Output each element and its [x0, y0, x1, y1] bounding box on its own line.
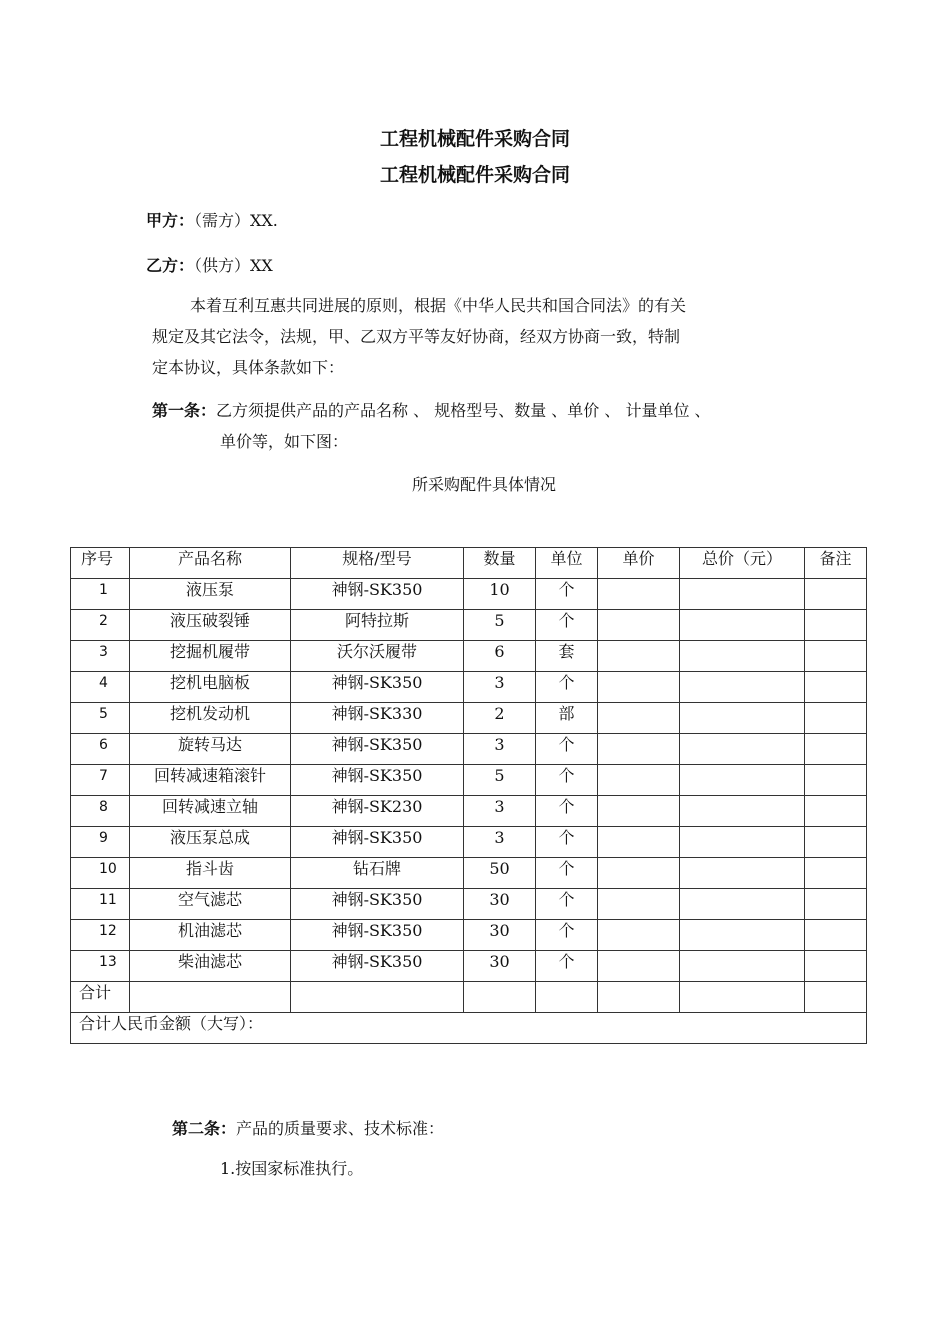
table-cell [805, 579, 867, 610]
table-cell [805, 610, 867, 641]
table-cell [805, 734, 867, 765]
table-row [71, 889, 867, 920]
table-cell: 个 [536, 734, 598, 765]
table-cell: 挖机发动机 [130, 703, 291, 734]
table-cell [598, 579, 680, 610]
table-cell: 3 [464, 672, 536, 703]
table-cell: 柴油滤芯 [130, 951, 291, 982]
table-cell [598, 765, 680, 796]
table-row [71, 579, 867, 610]
party-b-label: 乙方： [146, 256, 195, 275]
row-number: 11 [71, 889, 130, 920]
row-number: 7 [71, 765, 130, 796]
table-row [71, 920, 867, 951]
table-cell: 液压泵总成 [130, 827, 291, 858]
table-cell: 3 [464, 796, 536, 827]
table-cell: 神钢-SK350 [291, 827, 464, 858]
row-number: 12 [71, 920, 130, 951]
table-cell [680, 734, 805, 765]
row-number: 13 [71, 951, 130, 982]
table-cell: 神钢-SK350 [291, 734, 464, 765]
table-cell [680, 765, 805, 796]
rmb-row [71, 1013, 867, 1044]
table-cell: 旋转马达 [130, 734, 291, 765]
table-cell: 神钢-SK350 [291, 920, 464, 951]
table-cell [805, 672, 867, 703]
table-cell: 个 [536, 889, 598, 920]
table-cell: 指斗齿 [130, 858, 291, 889]
table-cell: 50 [464, 858, 536, 889]
table-cell: 个 [536, 610, 598, 641]
table-cell [805, 796, 867, 827]
table-cell: 部 [536, 703, 598, 734]
table-cell: 空气滤芯 [130, 889, 291, 920]
row-number: 1 [71, 579, 130, 610]
party-a [146, 208, 278, 231]
row-number: 3 [71, 641, 130, 672]
table-cell: 机油滤芯 [130, 920, 291, 951]
table-cell: 30 [464, 889, 536, 920]
row-number: 8 [71, 796, 130, 827]
table-cell [680, 796, 805, 827]
article-2-item: 1.按国家标准执行。 [220, 1159, 364, 1178]
table-cell [805, 827, 867, 858]
header-cell: 数量 [464, 548, 536, 579]
table-cell [805, 703, 867, 734]
table-cell [598, 672, 680, 703]
contract-title: 工程机械配件采购合同 [379, 128, 570, 150]
preamble [152, 290, 832, 383]
table-row [71, 734, 867, 765]
table-cell: 3 [464, 827, 536, 858]
table-cell [464, 982, 536, 1013]
table-cell: 神钢-SK330 [291, 703, 464, 734]
table-cell [130, 982, 291, 1013]
table-cell: 回转减速立轴 [130, 796, 291, 827]
table-cell: 挖机电脑板 [130, 672, 291, 703]
table-cell: 个 [536, 827, 598, 858]
table-cell [680, 641, 805, 672]
table-cell: 6 [464, 641, 536, 672]
table-cell [805, 920, 867, 951]
table-cell: 10 [464, 579, 536, 610]
header-cell: 产品名称 [130, 548, 291, 579]
table-cell [805, 765, 867, 796]
table-cell [805, 982, 867, 1013]
table-cell [598, 982, 680, 1013]
table-row [71, 641, 867, 672]
article-1-label: 第一条： [152, 401, 217, 420]
preamble-line: 本着互利互惠共同进展的原则，根据《中华人民共和国合同法》的有关 [190, 296, 687, 315]
table-row [71, 827, 867, 858]
table-cell: 个 [536, 796, 598, 827]
table-cell [598, 951, 680, 982]
table-cell: 回转减速箱滚针 [130, 765, 291, 796]
table-cell: 个 [536, 672, 598, 703]
table-cell [598, 889, 680, 920]
table-cell [805, 889, 867, 920]
article-2-label: 第二条： [172, 1119, 237, 1138]
table-cell: 5 [464, 765, 536, 796]
row-number: 2 [71, 610, 130, 641]
items-table [70, 547, 867, 1044]
table-cell: 钻石牌 [291, 858, 464, 889]
header-cell: 序号 [71, 548, 130, 579]
table-cell: 神钢-SK350 [291, 765, 464, 796]
table-cell [680, 982, 805, 1013]
table-cell [598, 734, 680, 765]
table-cell: 神钢-SK350 [291, 579, 464, 610]
row-number: 5 [71, 703, 130, 734]
table-cell: 2 [464, 703, 536, 734]
table-cell [598, 703, 680, 734]
row-number: 6 [71, 734, 130, 765]
table-cell: 3 [464, 734, 536, 765]
article-2 [172, 1116, 444, 1139]
table-cell: 个 [536, 951, 598, 982]
row-number: 9 [71, 827, 130, 858]
article-1-text: 乙方须提供产品的产品名称 、 规格型号、数量 、单价 、 计量单位 、 [216, 401, 711, 420]
table-cell [598, 827, 680, 858]
table-row [71, 858, 867, 889]
table-row [71, 765, 867, 796]
party-b [146, 253, 273, 276]
table-cell: 5 [464, 610, 536, 641]
table-cell: 液压破裂锤 [130, 610, 291, 641]
table-cell [680, 579, 805, 610]
table-cell: 个 [536, 858, 598, 889]
table-cell [536, 982, 598, 1013]
table-cell [598, 858, 680, 889]
table-cell: 沃尔沃履带 [291, 641, 464, 672]
party-b-value: （供方）XX [194, 256, 273, 275]
header-cell: 规格/型号 [291, 548, 464, 579]
table-cell: 神钢-SK230 [291, 796, 464, 827]
table-cell [805, 641, 867, 672]
table-cell: 液压泵 [130, 579, 291, 610]
table-cell: 个 [536, 920, 598, 951]
article-1 [152, 395, 852, 457]
table-cell [680, 827, 805, 858]
table-cell [598, 796, 680, 827]
header-cell: 单位 [536, 548, 598, 579]
table-header-row [71, 548, 867, 579]
table-row [71, 672, 867, 703]
table-cell: 个 [536, 765, 598, 796]
table-caption: 所采购配件具体情况 [411, 475, 556, 494]
table-cell [680, 920, 805, 951]
party-a-label: 甲方： [146, 211, 195, 230]
party-a-value: （需方）XX. [194, 211, 278, 230]
rmb-amount-label: 合计人民币金额（大写）： [71, 1013, 867, 1044]
table-cell [680, 703, 805, 734]
table-cell [805, 858, 867, 889]
preamble-line: 规定及其它法令，法规，甲、乙双方平等友好协商，经双方协商一致，特制 [152, 327, 681, 346]
table-row [71, 951, 867, 982]
table-cell: 神钢-SK350 [291, 672, 464, 703]
table-cell: 30 [464, 920, 536, 951]
header-cell: 单价 [598, 548, 680, 579]
table-cell: 个 [536, 579, 598, 610]
article-1-text-cont: 单价等，如下图： [220, 432, 349, 451]
table-cell: 阿特拉斯 [291, 610, 464, 641]
table-cell [291, 982, 464, 1013]
table-cell [598, 610, 680, 641]
total-label: 合计 [71, 982, 130, 1013]
total-row [71, 982, 867, 1013]
table-cell [805, 951, 867, 982]
table-cell [680, 889, 805, 920]
table-cell [598, 641, 680, 672]
row-number: 10 [71, 858, 130, 889]
table-cell [680, 672, 805, 703]
table-cell [598, 920, 680, 951]
table-cell: 神钢-SK350 [291, 951, 464, 982]
table-cell: 套 [536, 641, 598, 672]
table-row [71, 796, 867, 827]
contract-title-repeat: 工程机械配件采购合同 [379, 164, 570, 186]
header-cell: 总价（元） [680, 548, 805, 579]
table-cell: 30 [464, 951, 536, 982]
table-row [71, 610, 867, 641]
table-row [71, 703, 867, 734]
table-cell: 挖掘机履带 [130, 641, 291, 672]
table-cell [680, 951, 805, 982]
article-2-text: 产品的质量要求、技术标准： [236, 1119, 445, 1138]
row-number: 4 [71, 672, 130, 703]
header-cell: 备注 [805, 548, 867, 579]
table-cell [680, 610, 805, 641]
preamble-line: 定本协议，具体条款如下： [152, 358, 345, 377]
table-cell: 神钢-SK350 [291, 889, 464, 920]
table-cell [680, 858, 805, 889]
